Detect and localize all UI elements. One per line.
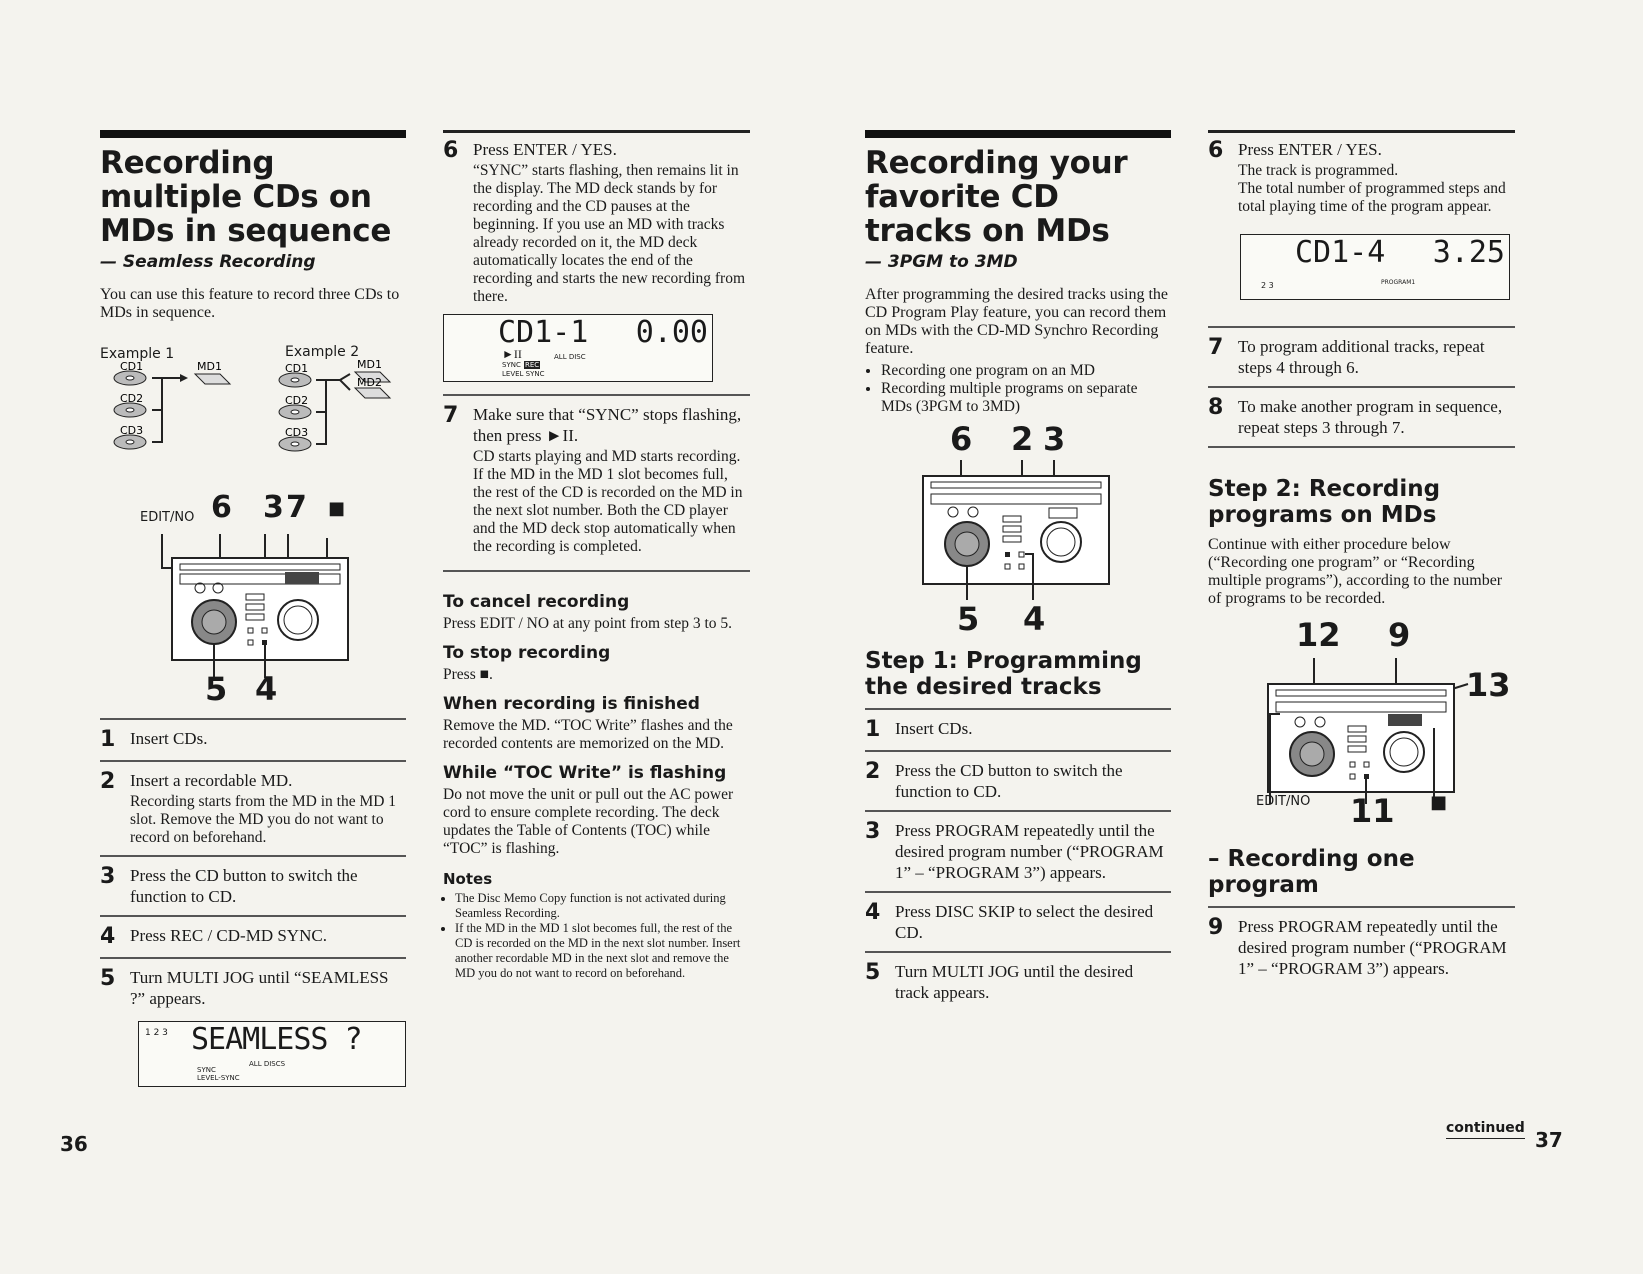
step-number: 6 <box>443 138 459 163</box>
step-4 <box>100 925 406 949</box>
cancel-heading: To cancel recording <box>443 592 630 612</box>
step-8 <box>1208 396 1515 438</box>
step-text: To program additional tracks, repeat steps 4 through 6. <box>1238 337 1485 377</box>
display-time: 3.25 <box>1432 235 1505 270</box>
step-text: Press PROGRAM repeatedly until the desired program number (“PROGRAM 1” – “PROGRAM 3”) appears. <box>1238 917 1507 978</box>
device-diagram-right <box>865 460 1171 630</box>
callout-5: 5 <box>957 600 980 638</box>
step-number: 7 <box>443 403 459 428</box>
callout-4: 4 <box>1023 600 1046 638</box>
step-number: 2 <box>100 769 116 794</box>
toc-heading: While “TOC Write” is flashing <box>443 763 727 783</box>
step-text: Press ENTER / YES. <box>1238 140 1382 159</box>
cancel-text: Press EDIT / NO at any point from step 3 to 5. <box>443 615 733 632</box>
step-text: Press DISC SKIP to select the desired CD. <box>895 902 1154 942</box>
example1-cd3-disc <box>114 435 146 449</box>
callout-13: 13 <box>1466 666 1511 704</box>
step-text: Turn MULTI JOG until “SEAMLESS ?” appears. <box>130 968 389 1008</box>
step-detail: The track is programmed. The total number of programmed steps and total playing time of the program appear. <box>1238 162 1506 215</box>
callout-2: 2 <box>1011 420 1034 458</box>
sync-indicator: SYNC <box>197 1066 216 1074</box>
callout-11: 11 <box>1350 792 1395 830</box>
left-column-1 <box>100 130 406 1087</box>
left-column-2 <box>443 130 750 981</box>
step-2 <box>865 760 1171 802</box>
ex2-cd3-text: CD3 <box>285 426 309 439</box>
example2-md2 <box>355 388 390 398</box>
page-title: Recording multiple CDs on MDs in sequence <box>100 145 392 249</box>
step-1 <box>100 728 406 752</box>
divider <box>100 760 406 762</box>
callout-9: 9 <box>1388 616 1411 654</box>
example1-cd1-disc <box>114 371 146 385</box>
divider <box>100 957 406 959</box>
level-sync-indicator: LEVEL-SYNC <box>197 1074 240 1082</box>
program-display <box>1240 234 1510 300</box>
example-2-label: Example 2 <box>285 344 360 360</box>
step-text: Press ENTER / YES. <box>473 140 617 159</box>
step-3 <box>100 865 406 907</box>
divider <box>1208 446 1515 448</box>
divider <box>100 718 406 720</box>
divider <box>1208 386 1515 388</box>
callout-12: 12 <box>1296 616 1341 654</box>
device-figure-left <box>100 488 406 710</box>
step-number: 3 <box>865 819 881 844</box>
step2-intro: Continue with either procedure below (“Recording one program” or “Recording multiple programs”), according to the number of programs to be recorded. <box>1208 536 1503 607</box>
step-3 <box>865 820 1171 883</box>
step-number: 3 <box>100 864 116 889</box>
divider <box>1208 326 1515 328</box>
ex1-cd2-text: CD2 <box>120 392 144 405</box>
step-text: Insert CDs. <box>130 729 208 748</box>
display-text: CD1-1 <box>498 315 589 350</box>
notes-heading: Notes <box>443 870 493 888</box>
step-6 <box>443 139 750 306</box>
divider <box>443 394 750 396</box>
page-number-left: 36 <box>60 1132 88 1156</box>
column-rule <box>443 130 750 133</box>
step-number: 7 <box>1208 335 1224 360</box>
note-item: • The Disc Memo Copy function is not activated during Seamless Recording. <box>455 891 750 921</box>
step1-heading: Step 1: Programming the desired tracks <box>865 648 1142 700</box>
ex1-cd1-text: CD1 <box>120 360 144 373</box>
step-number: 4 <box>865 900 881 925</box>
divider <box>865 708 1171 710</box>
display-time: 0.00 <box>635 315 708 350</box>
one-program-heading: – Recording one program <box>1208 846 1415 898</box>
step-number: 5 <box>100 966 116 991</box>
note-item: • If the MD in the MD 1 slot becomes full, the rest of the CD is recorded on the MD in the next slot number. Insert another recordable MD in the next slot and remove the MD you do not want to record on beforehand. <box>455 921 750 981</box>
ex1-cd3-text: CD3 <box>120 424 144 437</box>
notes-list <box>443 891 750 981</box>
callout-4: 4 <box>255 670 278 708</box>
edit-no-label: EDIT/NO <box>1256 794 1311 809</box>
step2-heading: Step 2: Recording programs on MDs <box>1208 476 1441 528</box>
callout-stop: ■ <box>1430 792 1448 813</box>
page-subtitle: — Seamless Recording <box>100 252 316 272</box>
title-bar <box>100 130 406 138</box>
sync-indicator: SYNC <box>502 361 521 369</box>
callout-3: 3 <box>1043 420 1066 458</box>
step-7 <box>443 404 750 556</box>
disc-indicators: 1 2 3 <box>145 1028 168 1038</box>
right-column-1 <box>865 130 1171 1003</box>
divider <box>1208 906 1515 908</box>
step-number: 6 <box>1208 138 1224 163</box>
step-number: 1 <box>865 717 881 742</box>
ex2-md2-text: MD2 <box>357 376 382 389</box>
callout-stop: ■ <box>328 498 346 519</box>
example2-cd2-disc <box>279 405 311 419</box>
divider <box>865 810 1171 812</box>
callout-6: 6 <box>211 490 232 525</box>
callout-6: 6 <box>950 420 973 458</box>
step-detail: “SYNC” starts flashing, then remains lit in the display. The MD deck stands by for recording and the CD pauses at the beginning. If you use an MD with tracks already recorded on it, the MD deck automatically locates the end of the recording and starts the new recording from there. <box>473 162 746 305</box>
column-rule <box>1208 130 1515 133</box>
example-1-label: Example 1 <box>100 346 175 362</box>
edit-no-label: EDIT/NO <box>140 510 195 525</box>
step-1 <box>865 718 1171 742</box>
play-pause-icon: ►II <box>502 347 522 361</box>
divider <box>443 570 750 572</box>
step-number: 1 <box>100 727 116 752</box>
step-detail: CD starts playing and MD starts recording. If the MD in the MD 1 slot becomes full, the rest of the CD is recorded on the MD in the next slot number. Both the CD player and the MD deck stop automatically when the recording is completed. <box>473 448 743 555</box>
device-figure-right-2 <box>1208 616 1515 846</box>
example1-cd2-disc <box>114 403 146 417</box>
example1-md1 <box>195 374 230 384</box>
step-text: Turn MULTI JOG until the desired track appears. <box>895 962 1134 1002</box>
step-4 <box>865 901 1171 943</box>
divider <box>100 855 406 857</box>
divider <box>100 915 406 917</box>
step-number: 8 <box>1208 395 1224 420</box>
example2-cd1-disc <box>279 373 311 387</box>
finished-heading: When recording is finished <box>443 694 700 714</box>
stop-heading: To stop recording <box>443 643 611 663</box>
step-9 <box>1208 916 1515 979</box>
example2-cd3-disc <box>279 437 311 451</box>
ex2-cd2-text: CD2 <box>285 394 309 407</box>
title-bar <box>865 130 1171 138</box>
rec-indicator: REC <box>525 361 540 369</box>
step-text: To make another program in sequence, repeat steps 3 through 7. <box>1238 397 1503 437</box>
callout-5: 5 <box>205 670 228 708</box>
ex1-md1-text: MD1 <box>197 360 222 373</box>
callout-7: 7 <box>286 490 307 525</box>
display-text: SEAMLESS ? <box>191 1022 362 1057</box>
step-7 <box>1208 336 1515 378</box>
page-number-right: 37 <box>1535 1128 1563 1152</box>
intro-text: After programming the desired tracks using the CD Program Play feature, you can record them on MDs with the CD-MD Synchro Recording feature. <box>865 286 1169 357</box>
step-number: 5 <box>865 960 881 985</box>
step-text: Press the CD button to switch the function to CD. <box>895 761 1123 801</box>
ex2-cd1-text: CD1 <box>285 362 309 375</box>
step-text: Make sure that “SYNC” stops flashing, then press ►II. <box>473 405 742 445</box>
level-sync-indicator: LEVEL SYNC <box>502 370 545 378</box>
disc-indicators: 2 3 <box>1261 281 1274 290</box>
step-number: 4 <box>100 924 116 949</box>
seamless-display <box>138 1021 406 1087</box>
step-text: Press REC / CD-MD SYNC. <box>130 926 327 945</box>
device-diagram <box>100 528 406 708</box>
intro-text: You can use this feature to record three CDs to MDs in sequence. <box>100 286 400 321</box>
stop-text: Press ■. <box>443 666 493 683</box>
step-text: Insert a recordable MD. <box>130 771 293 790</box>
toc-text: Do not move the unit or pull out the AC power cord to ensure complete recording. The deck updates the Table of Contents (TOC) while “TOC” is flashing. <box>443 786 734 857</box>
finished-text: Remove the MD. “TOC Write” flashes and the recorded contents are memorized on the MD. <box>443 717 733 752</box>
ex2-md1-text: MD1 <box>357 360 382 371</box>
step-5 <box>865 961 1171 1003</box>
step-number: 9 <box>1208 915 1224 940</box>
all-disc-indicator: ALL DISC <box>554 353 586 361</box>
step-5 <box>100 967 406 1009</box>
callout-3: 3 <box>263 490 284 525</box>
display-text: CD1-4 <box>1295 235 1386 270</box>
feature-item: • Recording one program on an MD <box>881 362 1171 380</box>
step-text: Press PROGRAM repeatedly until the desired program number (“PROGRAM 1” – “PROGRAM 3”) appears. <box>895 821 1164 882</box>
device-figure-right <box>865 420 1171 648</box>
right-column-2 <box>1208 130 1515 979</box>
examples-figure <box>100 346 406 466</box>
example-diagram <box>100 360 406 470</box>
divider <box>865 951 1171 953</box>
page-subtitle: — 3PGM to 3MD <box>865 252 1018 272</box>
step-text: Insert CDs. <box>895 719 973 738</box>
page-title: Recording your favorite CD tracks on MDs <box>865 145 1128 249</box>
step-6 <box>1208 139 1515 216</box>
program-indicator: PROGRAM1 <box>1381 279 1416 286</box>
step-detail: Recording starts from the MD in the MD 1 slot. Remove the MD you do not want to record on beforehand. <box>130 793 397 846</box>
divider <box>865 750 1171 752</box>
divider <box>865 891 1171 893</box>
all-discs-indicator: ALL DISCS <box>249 1060 286 1068</box>
feature-list <box>865 362 1171 416</box>
sync-display <box>443 314 713 382</box>
continued-label: continued <box>1446 1120 1525 1139</box>
step-text: Press the CD button to switch the function to CD. <box>130 866 358 906</box>
step-2 <box>100 770 406 847</box>
step-number: 2 <box>865 759 881 784</box>
feature-item: • Recording multiple programs on separate MDs (3PGM to 3MD) <box>881 380 1171 416</box>
